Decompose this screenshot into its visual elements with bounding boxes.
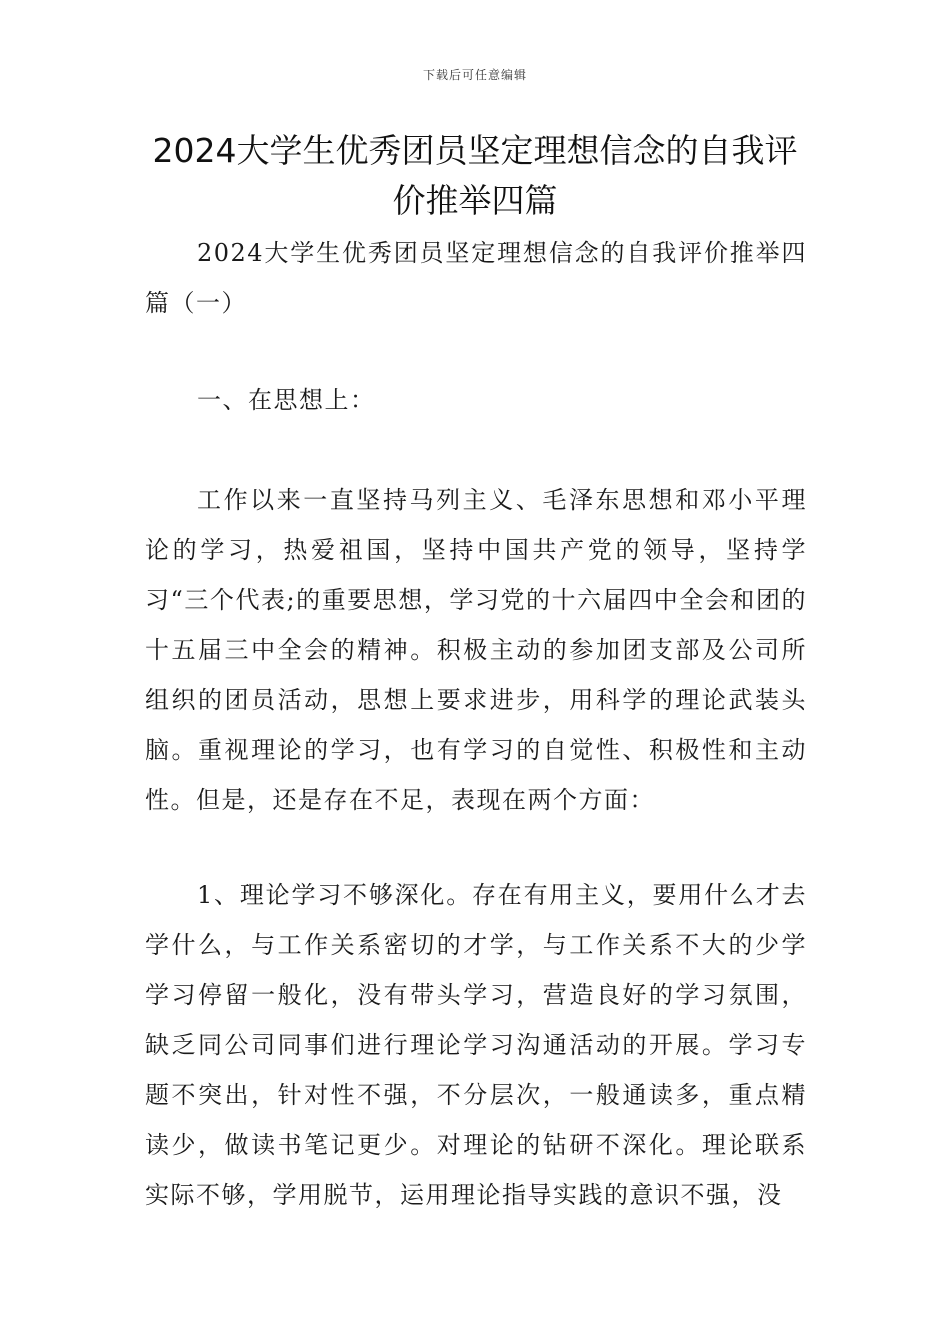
section-heading: 一、在思想上： [197,386,376,414]
subtitle: 2024大学生优秀团员坚定理想信念的自我评价推举四篇（一） [145,239,807,317]
paragraph-1: 工作以来一直坚持马列主义、毛泽东思想和邓小平理论的学习，热爱祖国，坚持中国共产党的领导，坚持学习“三个代表;的重要思想，学习党的十六届四中全会和团的十五届三中全会的精神。积极主动的参加团支部及公司所组织的团员活动，思想上要求进步，用科学的理论武装头脑。重视理论的学习，也有学习的自觉性、积极性和主动性。但是，还是存在不足，表现在两个方面： [145,486,807,814]
paragraph-2: 1、理论学习不够深化。存在有用主义，要用什么才去学什么，与工作关系密切的才学，与工作关系不大的少学学习停留一般化，没有带头学习，营造良好的学习氛围，缺乏同公司同事们进行理论学习沟通活动的开展。学习专题不突出，针对性不强，不分层次，一般通读多，重点精读少，做读书笔记更少。对理论的钻研不深化。理论联系实际不够，学用脱节，运用理论指导实践的意识不强，没 [145,881,807,1209]
header-note: 下载后可任意编辑 [422,68,527,82]
document-title: 2024大学生优秀团员坚定理想信念的自我评价推举四篇 [152,131,798,220]
